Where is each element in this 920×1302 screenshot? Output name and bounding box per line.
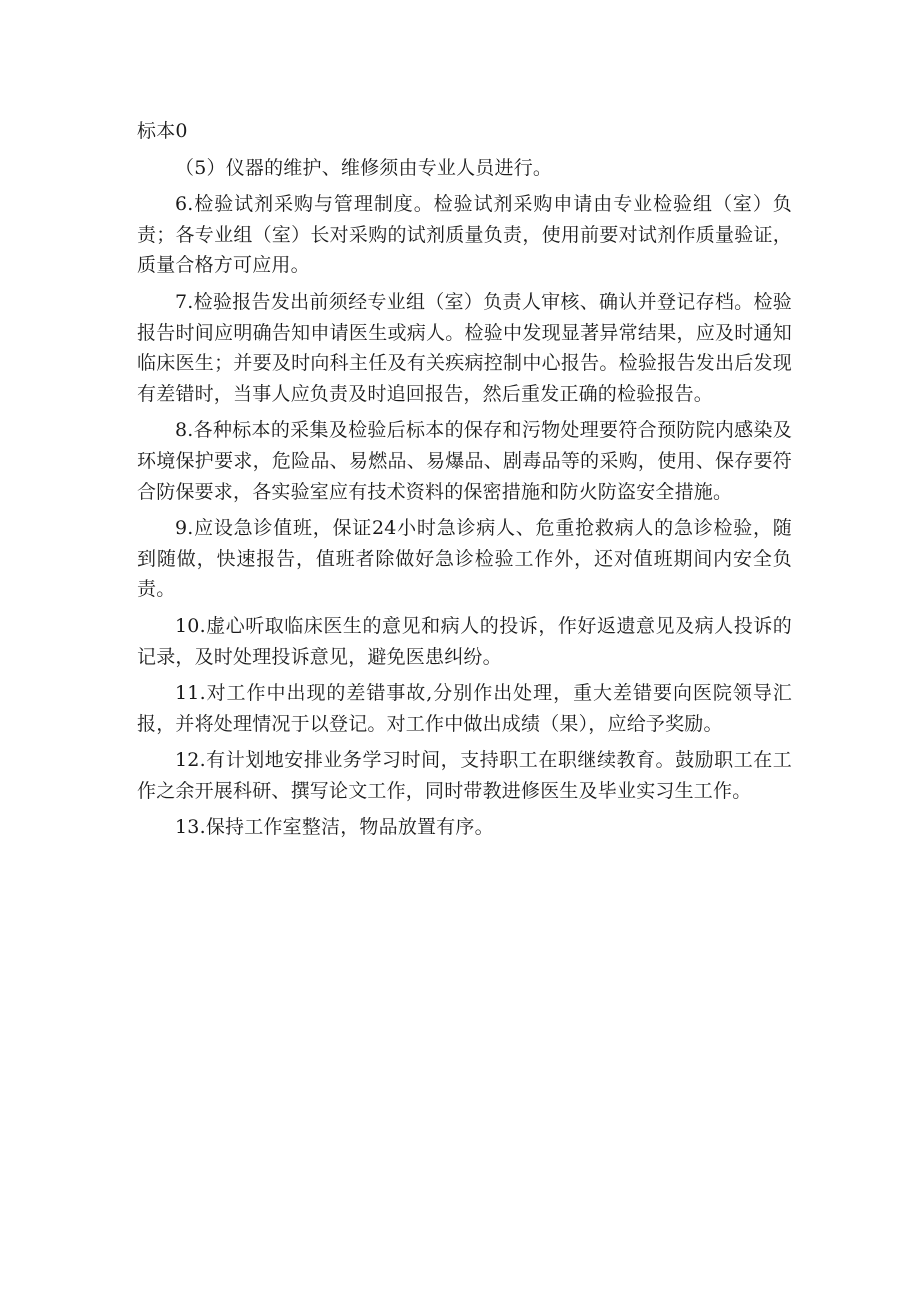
paragraph-item-7: 7.检验报告发出前须经专业组（室）负责人审核、确认并登记存档。检验报告时间应明确告知申请医生或病人。检验中发现显著异常结果，应及时通知临床医生；并要及时向科主任及有关疾病控制中心报告。检验报告发出后发现有差错时，当事人应负责及时追回报告，然后重发正确的检验报告。: [137, 290, 792, 405]
paragraph-item-8: 8.各种标本的采集及检验后标本的保存和污物处理要符合预防院内感染及环境保护要求，危险品、易燃品、易爆品、剧毒品等的采购，使用、保存要符合防保要求，各实验室应有技术资料的保密措施和防火防盗安全措施。: [137, 419, 792, 503]
paragraph-continuation: 标本0: [137, 120, 188, 142]
paragraph-item-5: （5）仪器的维护、维修须由专业人员进行。: [175, 156, 553, 179]
paragraph-item-6: 6.检验试剂采购与管理制度。检验试剂采购申请由专业检验组（室）负责；各专业组（室）长对采购的试剂质量负责，使用前要对试剂作质量验证，质量合格方可应用。: [137, 193, 792, 277]
paragraph-item-13: 13.保持工作室整洁，物品放置有序。: [175, 816, 494, 839]
document-body: [137, 116, 792, 849]
paragraph-item-10: 10.虚心听取临床医生的意见和病人的投诉，作好返遗意见及病人投诉的记录，及时处理投诉意见，避免医患纠纷。: [137, 614, 792, 668]
paragraph-item-11: 11.对工作中出现的差错事故,分别作出处理，重大差错要向医院领导汇报，并将处理情况于以登记。对工作中做出成绩（果），应给予奖励。: [137, 682, 792, 735]
paragraph-item-12: 12.有计划地安排业务学习时间，支持职工在职继续教育。鼓励职工在工作之余开展科研、撰写论文工作，同时带教进修医生及毕业实习生工作。: [137, 749, 792, 802]
paragraph-item-9: 9.应设急诊值班，保证24小时急诊病人、危重抢救病人的急诊检验，随到随做，快速报告，值班者除做好急诊检验工作外，还对值班期间内安全负责。: [137, 517, 792, 601]
